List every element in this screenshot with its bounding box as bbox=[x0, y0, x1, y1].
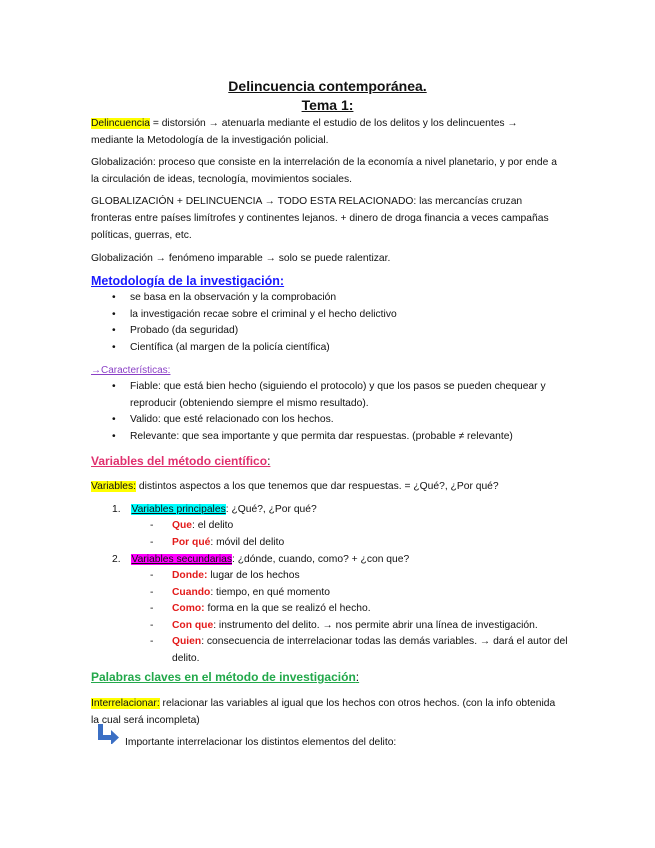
dash-icon: - bbox=[150, 570, 154, 581]
heading-palabras-claves: Palabras claves en el método de investigación: bbox=[91, 670, 360, 684]
heading-variables: Variables del método científico: bbox=[91, 454, 271, 468]
paragraph-interrelacionar: Interrelacionar: relacionar las variables al igual que los hechos con otros hechos. (con la info obtenida la cual será incompleta) bbox=[91, 698, 556, 726]
bullet-icon: • bbox=[112, 292, 116, 303]
list-item: • se basa en la observación y la comprobación bbox=[112, 290, 557, 307]
bullet-icon: • bbox=[112, 341, 116, 353]
term-delincuencia: Delincuencia bbox=[91, 118, 150, 129]
term-variables-secundarias: Variables secundarias bbox=[131, 554, 233, 565]
bullet-icon: • bbox=[112, 414, 116, 425]
term-variables: Variables: bbox=[91, 481, 137, 492]
list-item: - Cuando: tiempo, en qué momento bbox=[150, 585, 570, 602]
bullet-icon: • bbox=[112, 308, 116, 320]
list-item: • Científica (al margen de la policía científica) bbox=[112, 340, 557, 357]
paragraph-globalizacion-delincuencia: GLOBALIZACIÓN + DELINCUENCIA → TODO ESTA RELACIONADO: las mercancías cruzan fronteras entre países limítrofes y continentes lejanos. + dinero de droga financia a veces campañas políticas, guerras, etc. bbox=[91, 196, 549, 241]
list-item: - Por qué: móvil del delito bbox=[150, 535, 570, 552]
dash-icon: - bbox=[150, 603, 154, 614]
list-item: • Relevante: que sea importante y que permita dar respuestas. (probable ≠ relevante) bbox=[112, 429, 572, 446]
list-item: - Como: forma en la que se realizó el hecho. bbox=[150, 601, 570, 618]
list-item: • Fiable: que está bien hecho (siguiendo el protocolo) y que los pasos se pueden chequear y reproducir (obteniendo siempre el mismo resultado). bbox=[112, 381, 546, 409]
caracteristicas-list bbox=[112, 379, 572, 445]
list-item: - Donde: lugar de los hechos bbox=[150, 568, 570, 585]
dash-icon: - bbox=[150, 536, 154, 548]
dash-icon: - bbox=[150, 520, 154, 531]
document-title: Delincuencia contemporánea. bbox=[228, 78, 427, 94]
paragraph-globalizacion: Globalización: proceso que consiste en la interrelación de la economía a nivel planetario, y por ende a la circulación de ideas, tecnología, movimientos sociales. bbox=[91, 157, 557, 185]
paragraph-variables: Variables: distintos aspectos a los que tenemos que dar respuestas. = ¿Qué?, ¿Por qué? bbox=[91, 481, 499, 492]
paragraph-globalizacion-imparable: Globalización → fenómeno imparable → solo se puede ralentizar. bbox=[91, 253, 391, 264]
heading-metodologia: Metodología de la investigación: bbox=[91, 274, 285, 288]
principales-list bbox=[150, 518, 570, 551]
list-item: - Quien: consecuencia de interrelacionar todas las demás variables. → dará el autor del delito. bbox=[150, 636, 568, 664]
list-item: - Con que: instrumento del delito. → nos permite abrir una línea de investigación. bbox=[150, 618, 570, 635]
bullet-icon: • bbox=[112, 381, 116, 392]
list-item: • la investigación recae sobre el criminal y el hecho delictivo bbox=[112, 307, 557, 324]
list-item: - Que: el delito bbox=[150, 518, 570, 535]
secundarias-list bbox=[150, 568, 570, 667]
bullet-icon: • bbox=[112, 430, 116, 442]
variables-principales-line: 1. Variables principales: ¿Qué?, ¿Por qué? bbox=[112, 504, 317, 515]
dash-icon: - bbox=[150, 636, 154, 647]
heading-caracteristicas: →Características: bbox=[91, 365, 171, 376]
list-item: • Valido: que esté relacionado con los hechos. bbox=[112, 412, 572, 429]
document-subtitle: Tema 1: bbox=[301, 97, 354, 113]
delincuencia-text: = distorsión → atenuarla mediante el estudio de los delitos y los delincuentes → mediante la Metodología de la investigación policial. bbox=[91, 118, 518, 146]
list-item: • Probado (da seguridad) bbox=[112, 323, 557, 340]
term-interrelacionar: Interrelacionar: bbox=[91, 698, 160, 709]
bent-arrow-icon bbox=[96, 724, 120, 744]
dash-icon: - bbox=[150, 586, 154, 598]
metodologia-list bbox=[112, 290, 557, 356]
paragraph-delincuencia bbox=[91, 115, 561, 149]
dash-icon: - bbox=[150, 619, 154, 631]
paragraph-importante: Importante interrelacionar los distintos elementos del delito: bbox=[125, 737, 397, 748]
bullet-icon: • bbox=[112, 325, 116, 336]
term-variables-principales: Variables principales bbox=[131, 504, 226, 515]
variables-secundarias-line: 2. Variables secundarias: ¿dónde, cuando, como? + ¿con que? bbox=[112, 554, 410, 565]
